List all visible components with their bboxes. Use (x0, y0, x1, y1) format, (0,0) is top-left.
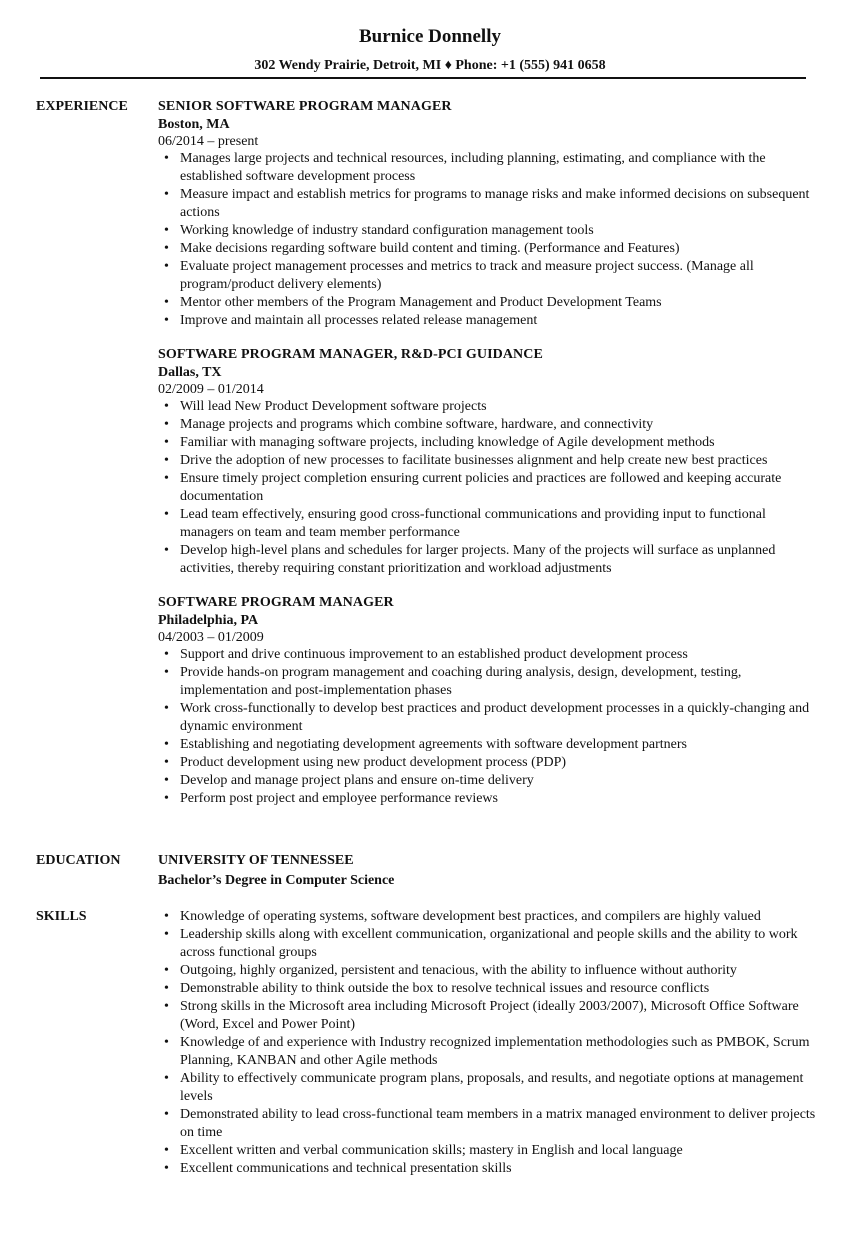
bullet-icon: • (164, 1161, 169, 1176)
bullet-icon: • (164, 1071, 169, 1086)
list-item: • Drive the adoption of new processes to facilitate businesses alignment and help create new best practices (164, 453, 768, 468)
job-location: Philadelphia, PA (158, 613, 259, 628)
bullet-icon: • (164, 435, 169, 450)
list-item: • Strong skills in the Microsoft area including Microsoft Project (ideally 2003/2007), Microsoft Office Software (Word, Excel and Power Point) (164, 999, 799, 1032)
list-item: • Will lead New Product Development software projects (164, 399, 487, 414)
list-item: • Knowledge of operating systems, software development best practices, and compilers are highly valued (164, 909, 761, 924)
list-item: • Product development using new product development process (PDP) (164, 755, 567, 770)
list-item: • Demonstrable ability to think outside the box to resolve technical issues and resource conflicts (164, 981, 710, 996)
job-title: SOFTWARE PROGRAM MANAGER (158, 595, 394, 610)
list-item: • Ability to effectively communicate program plans, proposals, and results, and negotiate options at management levels (164, 1071, 804, 1104)
bullet-icon: • (164, 1107, 169, 1122)
bullet-icon: • (164, 963, 169, 978)
list-item: • Lead team effectively, ensuring good cross-functional communications and providing input to functional managers on team and team member performance (164, 507, 766, 540)
list-item: • Mentor other members of the Program Management and Product Development Teams (164, 295, 662, 310)
bullet-icon: • (164, 791, 169, 806)
bullet-icon: • (164, 241, 169, 256)
bullet-icon: • (164, 999, 169, 1014)
bullet-icon: • (164, 295, 169, 310)
bullet-icon: • (164, 755, 169, 770)
list-item: • Perform post project and employee performance reviews (164, 791, 498, 806)
bullet-icon: • (164, 223, 169, 238)
list-item: • Demonstrated ability to lead cross-functional team members in a matrix managed environment to deliver projects on time (164, 1107, 816, 1140)
bullet-icon: • (164, 313, 169, 328)
list-item: • Measure impact and establish metrics for programs to manage risks and make informed decisions on subsequent actions (164, 187, 810, 220)
bullet-icon: • (164, 927, 169, 942)
contact-line: 302 Wendy Prairie, Detroit, MI ♦ Phone: +1 (555) 941 0658 (254, 58, 606, 73)
list-item: • Familiar with managing software projects, including knowledge of Agile development methods (164, 435, 715, 450)
bullet-icon: • (164, 543, 169, 558)
list-item: • Support and drive continuous improvement to an established product development process (164, 647, 688, 662)
skills-bullets (158, 908, 818, 1178)
list-item: • Evaluate project management processes and metrics to track and measure project success. (Manage all program/product delivery elements) (164, 259, 754, 292)
job-dates: 06/2014 – present (158, 134, 259, 149)
list-item: • Knowledge of and experience with Industry recognized implementation methodologies such as PMBOK, Scrum Planning, KANBAN and other Agile methods (164, 1035, 810, 1068)
education-school: UNIVERSITY OF TENNESSEE (158, 853, 354, 868)
job-bullets (158, 646, 818, 808)
list-item: • Establishing and negotiating development agreements with software development partners (164, 737, 687, 752)
job-bullets (158, 398, 818, 578)
job-location: Boston, MA (158, 117, 230, 132)
list-item: • Work cross-functionally to develop best practices and product development processes in a quickly-changing and dynamic environment (164, 701, 810, 734)
resume-header (0, 0, 860, 75)
list-item: • Make decisions regarding software build content and timing. (Performance and Features) (164, 241, 680, 256)
job-title: SOFTWARE PROGRAM MANAGER, R&D-PCI GUIDANCE (158, 347, 543, 362)
header-divider (40, 77, 806, 79)
list-item: • Improve and maintain all processes related release management (164, 313, 538, 328)
bullet-icon: • (164, 187, 169, 202)
list-item: • Manage projects and programs which combine software, hardware, and connectivity (164, 417, 654, 432)
job-dates: 02/2009 – 01/2014 (158, 382, 264, 397)
job-entry (158, 98, 818, 330)
job-entry (158, 346, 818, 578)
bullet-icon: • (164, 737, 169, 752)
candidate-name: Burnice Donnelly (359, 26, 501, 47)
list-item: • Outgoing, highly organized, persistent and tenacious, with the ability to influence without authority (164, 963, 737, 978)
bullet-icon: • (164, 701, 169, 716)
list-item: • Excellent written and verbal communication skills; mastery in English and local language (164, 1143, 683, 1158)
bullet-icon: • (164, 417, 169, 432)
bullet-icon: • (164, 909, 169, 924)
list-item: • Working knowledge of industry standard configuration management tools (164, 223, 594, 238)
experience-label: EXPERIENCE (36, 99, 128, 114)
bullet-icon: • (164, 259, 169, 274)
education-label: EDUCATION (36, 853, 121, 868)
job-bullets (158, 150, 818, 330)
job-location: Dallas, TX (158, 365, 222, 380)
bullet-icon: • (164, 1143, 169, 1158)
bullet-icon: • (164, 399, 169, 414)
job-dates: 04/2003 – 01/2009 (158, 630, 264, 645)
bullet-icon: • (164, 665, 169, 680)
bullet-icon: • (164, 151, 169, 166)
bullet-icon: • (164, 471, 169, 486)
job-title: SENIOR SOFTWARE PROGRAM MANAGER (158, 99, 452, 114)
list-item: • Leadership skills along with excellent communication, organizational and people skills and the ability to work across functional groups (164, 927, 798, 960)
education-degree: Bachelor’s Degree in Computer Science (158, 873, 395, 888)
bullet-icon: • (164, 647, 169, 662)
bullet-icon: • (164, 507, 169, 522)
bullet-icon: • (164, 773, 169, 788)
job-entry (158, 594, 818, 808)
skills-label: SKILLS (36, 909, 87, 924)
list-item: • Excellent communications and technical presentation skills (164, 1161, 512, 1176)
bullet-icon: • (164, 1035, 169, 1050)
bullet-icon: • (164, 453, 169, 468)
list-item: • Develop high-level plans and schedules for larger projects. Many of the projects will surface as unplanned activities, thereby requiring constant prioritization and workload adjustments (164, 543, 776, 576)
list-item: • Manages large projects and technical resources, including planning, estimating, and compliance with the established software development process (164, 151, 766, 184)
list-item: • Provide hands-on program management and coaching during analysis, design, development, testing, implementation and post-implementation phases (164, 665, 742, 698)
list-item: • Ensure timely project completion ensuring current policies and practices are followed and keeping accurate documentation (164, 471, 782, 504)
bullet-icon: • (164, 981, 169, 996)
list-item: • Develop and manage project plans and ensure on-time delivery (164, 773, 534, 788)
